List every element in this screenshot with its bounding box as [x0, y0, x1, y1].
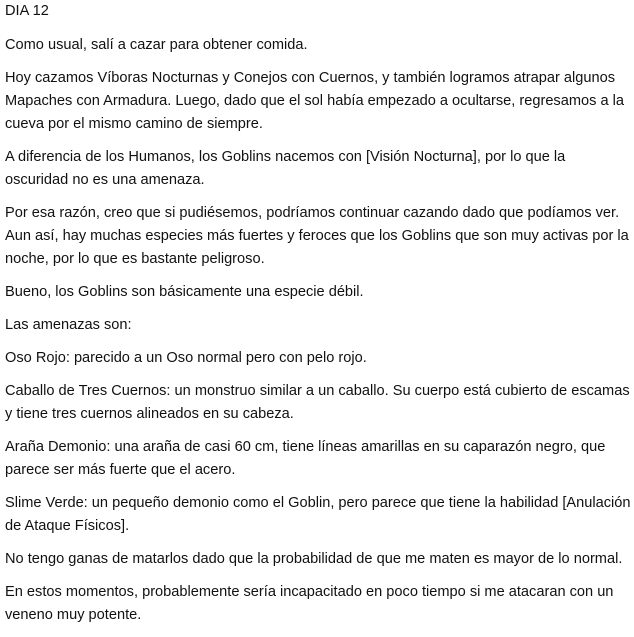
document-title: DIA 12 [5, 3, 49, 19]
paragraph-6: Las amenazas son: [5, 317, 132, 333]
paragraph-8: Caballo de Tres Cuernos: un monstruo similar a un caballo. Su cuerpo está cubierto de escamas y tiene tres cuernos alineados en su cabeza. [5, 383, 630, 422]
paragraph-11: No tengo ganas de matarlos dado que la probabilidad de que me maten es mayor de lo normal. [5, 551, 623, 567]
paragraph-3: A diferencia de los Humanos, los Goblins nacemos con [Visión Nocturna], por lo que la oscuridad no es una amenaza. [5, 149, 566, 188]
paragraph-12: En estos momentos, probablemente sería incapacitado en poco tiempo si me atacaran con un veneno muy potente. [5, 584, 614, 623]
paragraph-9: Araña Demonio: una araña de casi 60 cm, tiene líneas amarillas en su caparazón negro, que parece ser más fuerte que el acero. [5, 439, 606, 478]
paragraph-10: Slime Verde: un pequeño demonio como el Goblin, pero parece que tiene la habilidad [Anulación de Ataque Físicos]. [5, 495, 631, 534]
paragraph-5: Bueno, los Goblins son básicamente una especie débil. [5, 284, 364, 300]
paragraph-7: Oso Rojo: parecido a un Oso normal pero con pelo rojo. [5, 350, 367, 366]
document-body [5, 0, 631, 637]
paragraph-1: Como usual, salí a cazar para obtener comida. [5, 37, 308, 53]
paragraph-4: Por esa razón, creo que si pudiésemos, podríamos continuar cazando dado que podíamos ver. Aun así, hay muchas especies más fuertes y feroces que los Goblins que son muy activas por la noche, por lo que es bastante peligroso. [5, 205, 629, 267]
paragraph-2: Hoy cazamos Víboras Nocturnas y Conejos con Cuernos, y también logramos atrapar algunos Mapaches con Armadura. Luego, dado que el sol había empezado a ocultarse, regresamos a la cueva por el mismo camino de siempre. [5, 70, 625, 132]
